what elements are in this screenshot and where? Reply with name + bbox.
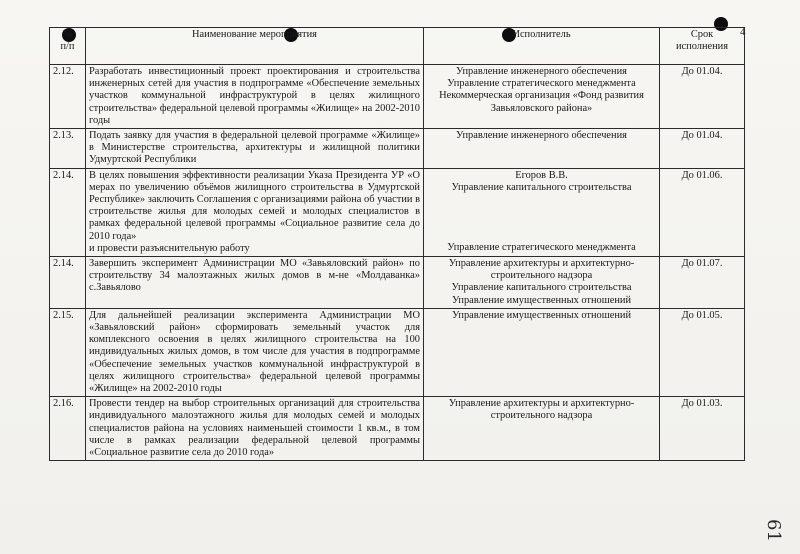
row-deadline: До 01.05.	[660, 308, 745, 396]
row-task: Провести тендер на выбор строительных организаций для строительства индивидуального малоэтажного жилья для молодых семей и молодых специалистов района на условиях наименьшей стоимости 1 кв.м., в том числе в рамках реализации федеральной целевой программы «Социальное развитие села до 2010 года»	[86, 397, 424, 461]
row-task: Для дальнейшей реализации эксперимента Администрации МО «Завьяловский район» сформировать земельный участок для комплексного освоения в целях жилищного строительства на 100 индивидуальных жилых домов, в том числе для участия в подпрограмме «Обеспечение земельных участков коммунальной инфраструктурой в целях жилищного строительства» федеральной целевой программы «Жилище» на 2002-2010 годы	[86, 308, 424, 396]
task-text: В целях повышения эффективности реализации Указа Президента УР «О мерах по увеличению объёмов жилищного строительства в Удмуртской Республике» заключить Соглашения с организациями района об участии в строительстве жилья для молодых семей и молодых специалистов в рамках федеральной целевой программы «Социальное развитие села до 2010 года»	[89, 169, 420, 242]
executor-line: Егоров В.В.	[515, 169, 568, 181]
row-task: Разработать инвестиционный проект проектирования и строительства инженерных сетей для участия в подпрограмме «Обеспечение земельных участков коммунальной инфраструктурой в целях жилищного строительства» федеральной целевой программы «Жилище» на 2002-2010 годы	[86, 65, 424, 129]
row-executor	[424, 397, 660, 461]
row-deadline: До 01.04.	[660, 129, 745, 169]
row-executor	[424, 65, 660, 129]
row-number: 2.15.	[50, 308, 86, 396]
table-row	[50, 129, 745, 169]
row-task: Подать заявку для участия в федеральной целевой программе «Жилище» в Министерстве строительства, архитектуры и жилищной политики Удмуртской Республики	[86, 129, 424, 169]
executor-line: Управление капитального строительства	[451, 181, 632, 193]
executor-spacer	[427, 194, 656, 242]
table-header-row	[50, 28, 745, 65]
row-number: 2.14.	[50, 168, 86, 256]
header-deadline: Срок исполнения	[660, 28, 745, 65]
row-task: Завершить эксперимент Администрации МО «Завьяловский район» по строительству 34 малоэтажных жилых домов в м-не «Молдаванка» с.Завьялово	[86, 257, 424, 309]
row-executor	[424, 129, 660, 169]
action-plan-table	[49, 27, 745, 461]
executor-line: Управление инженерного обеспечения	[456, 130, 627, 142]
executor-line: Управление имущественных отношений	[451, 309, 632, 321]
header-task: Наименование мероприятия	[86, 28, 424, 65]
row-executor	[424, 168, 660, 256]
table-row	[50, 397, 745, 461]
executor-line: Управление стратегического менеджмента	[447, 242, 636, 254]
table-row	[50, 65, 745, 129]
row-deadline: До 01.07.	[660, 257, 745, 309]
row-deadline: До 01.04.	[660, 65, 745, 129]
row-executor	[424, 308, 660, 396]
table-row	[50, 257, 745, 309]
row-executor	[424, 257, 660, 309]
executor-line: Управление архитектуры и архитектурно-строительного надзора	[448, 398, 635, 422]
executor-line: Управление имущественных отношений	[451, 294, 632, 306]
header-executor: Исполнитель	[424, 28, 660, 65]
executor-line: Управление капитального строительства	[451, 282, 632, 294]
row-number: 2.13.	[50, 129, 86, 169]
page-number: 4	[740, 26, 746, 38]
row-deadline: До 01.03.	[660, 397, 745, 461]
table-row	[50, 168, 745, 256]
row-number: 2.14.	[50, 257, 86, 309]
handwritten-margin-mark: 61	[763, 519, 784, 542]
task-extra-text: и провести разъяснительную работу	[89, 242, 250, 254]
row-number: 2.16.	[50, 397, 86, 461]
executor-line: Управление инженерного обеспечения	[456, 66, 627, 77]
executor-line: Некоммерческая организация «Фонд развития Завьяловского района»	[439, 90, 644, 114]
row-task	[86, 168, 424, 256]
executor-line: Управление архитектуры и архитектурно-строительного надзора	[448, 258, 635, 282]
header-num: № п/п	[50, 28, 86, 65]
executor-line: Управление стратегического менеджмента	[447, 78, 636, 90]
row-number: 2.12.	[50, 65, 86, 129]
row-deadline: До 01.06.	[660, 168, 745, 256]
table-row	[50, 308, 745, 396]
